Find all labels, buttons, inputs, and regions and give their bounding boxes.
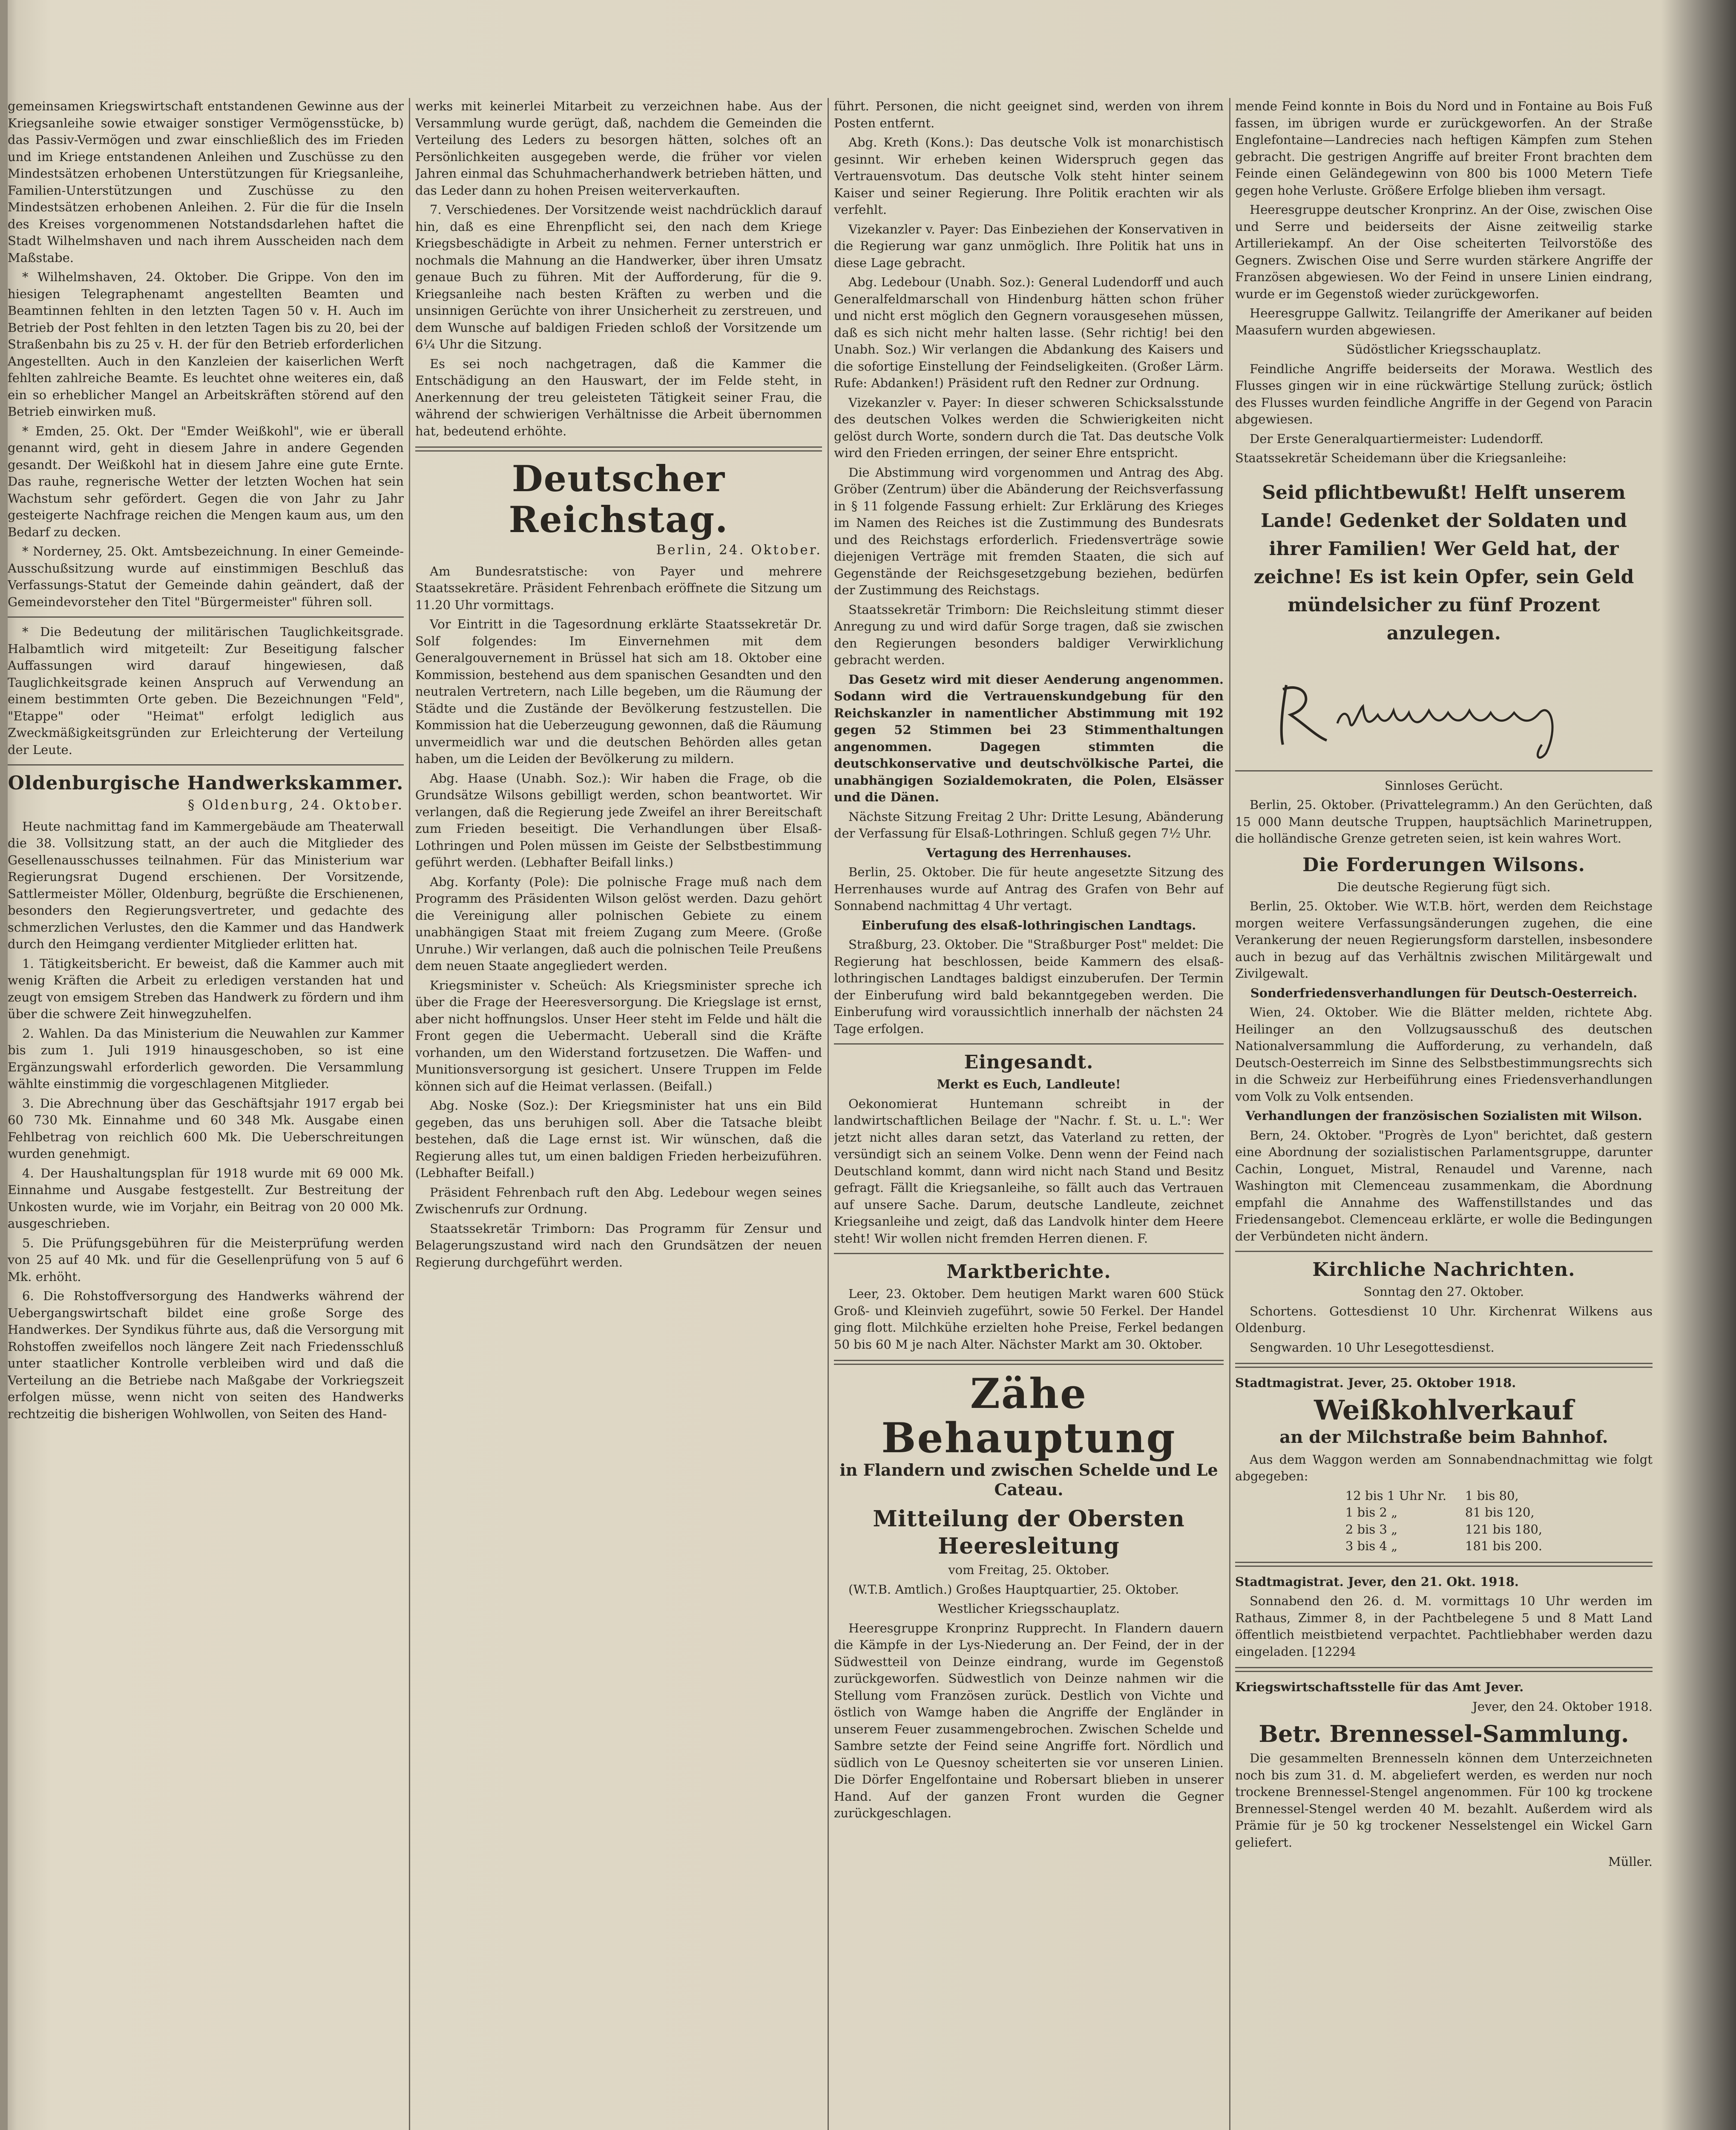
article-scheidemann: Staatssekretär Scheidemann über die Kriegsanleihe:: [1235, 451, 1567, 465]
signature-scheidemann-icon: [1235, 659, 1653, 762]
article-norderney: * Norderney, 25. Okt. Amtsbezeichnung. In einer Gemeinde-Ausschußsitzung wurde auf einstimmigen Beschluß das Verfassungs-Statut der Gemeinde dahin geändert, daß der Gemeindevorsteher den Titel "Bürgermeister" führen soll.: [8, 544, 404, 609]
article-emden-weisskohl: * Emden, 25. Okt. Der "Emder Weißkohl", wie er überall genannt wird, geht in diesem Jahre in andere Gegenden gesandt. Der Weißkohl hat in diesem Jahre eine gute Ernte. Das rauhe, regnerische Wetter der letzten Wochen hat sein Wachstum sehr gefördert. Gegen die von Jahr zu Jahr gesteigerte Nachfrage reichen die Mengen kaum aus, um den Bedarf zu decken.: [8, 423, 404, 539]
article-fehrenbach: Präsident Fehrenbach ruft den Abg. Ledebour wegen seines Zwischenrufs zur Ordnung.: [415, 1185, 822, 1216]
article-haushaltungsplan: 4. Der Haushaltungsplan für 1918 wurde mit 69 000 Mk. Einnahme und Ausgabe festgestellt. Zur Bestreitung der Unkosten wurde, wie im Vorjahr, ein Beitrag von 20 000 Mk. ausgeschrieben.: [8, 1166, 404, 1231]
article-verfassungsaenderungen: Berlin, 25. Oktober. Wie W.T.B. hört, werden dem Reichstage morgen weitere Verfassungsänderungen zugehen, die eine Verankerung der neuen Regierungsform darstellen, insbesondere auch in bezug auf das Verhältnis zwischen Militärgewalt und Zivilgewalt.: [1235, 899, 1653, 981]
article-trimborn-reichsleitung: Staatssekretär Trimborn: Die Reichsleitung stimmt dieser Anregung zu und wird dafür Sorge tragen, daß sie zwischen den Regierungen besonders baldiger Verwirklichung gebracht werden.: [834, 602, 1224, 667]
article-wahlen: 2. Wahlen. Da das Ministerium die Neuwahlen zur Kammer bis zum 1. Juli 1919 hinausgeschoben, so ist eine Ergänzungswahl erforderlich geworden. Die Versammlung wählte einstimmig die vorgeschlagenen Mitglieder.: [8, 1026, 404, 1091]
article-abstimmung: Die Abstimmung wird vorgenommen und Antrag des Abg. Gröber (Zentrum) über die Abänderung der Reichsverfassung in § 11 folgende Fassung erhielt: Zur Erklärung des Krieges im Namen des Reiches ist die Zustimmung des Bundesrats und des Reichstags erforderlich. Friedensverträge sowie diejenigen Verträge mit fremden Staaten, die sich auf Gegenstände der Reichsgesetzgebung beziehen, bedürfen der Zustimmung des Reichstags.: [834, 465, 1224, 597]
dateline-oldenburg: § Oldenburg, 24. Oktober.: [188, 797, 404, 813]
divider: [834, 1043, 1224, 1045]
ad-brennessel-header: Kriegswirtschaftsstelle für das Amt Jever.: [1235, 1680, 1524, 1694]
article-korfanty: Abg. Korfanty (Pole): Die polnische Frage muß nach dem Programm des Präsidenten Wilson gelöst werden. Dazu gehört die Vereinigung aller polnischen Gebiete zu einem unabhängigen Staat mit freiem Zugang zum Meere. (Große Unruhe.) Wir verlangen, daß auch die polnischen Teile Preußens dem neuen Staate angegliedert werden.: [415, 874, 822, 973]
signature-icon: [1235, 659, 1653, 762]
article-haase: Abg. Haase (Unabh. Soz.): Wir haben die Frage, ob die Grundsätze Wilsons gebilligt werden, schon beantwortet. Wir verlangen, daß die Regierung jede Zweifel an ihrer Bereitschaft zum Frieden beseitigt. Die Verhandlungen über Elsaß-Lothringen und Polen müssen im Geiste der Selbstbestimmung geführt werden. (Lebhafter Beifall links.): [415, 771, 822, 869]
article-bois-du-nord: mende Feind konnte in Bois du Nord und in Fontaine au Bois Fuß fassen, im übrigen wurde er zurückgeworfen. An der Straße Englefontaine—Landrecies nach heftigen Kämpfen zum Stehen gebracht. Die gestrigen Angriffe auf breiter Front brachten dem Feinde einen Geländegewinn von 800 bis 1000 Metern Tiefe gegen hohe Verluste. Größere Erfolge blieben ihm versagt.: [1235, 99, 1653, 198]
article-hauptquartier: (W.T.B. Amtlich.) Großes Hauptquartier, 25. Oktober.: [848, 1582, 1179, 1597]
dateline-wtb: vom Freitag, 25. Oktober.: [948, 1563, 1109, 1577]
article-kreth: Abg. Kreth (Kons.): Das deutsche Volk ist monarchistisch gesinnt. Wir erheben keinen Widerspruch gegen das Vertrauensvotum. Das deutsche Volk steht hinter seinem Kaiser und seiner Regierung. Ihre Politik erachten wir als verfehlt.: [834, 135, 1224, 217]
heading-suedoestlicher-kriegsschauplatz: Südöstlicher Kriegsschauplatz.: [1346, 342, 1541, 357]
ad-weisskohl-header: Stadtmagistrat. Jever, 25. Oktober 1918.: [1235, 1376, 1516, 1390]
article-huntemann: Oekonomierat Huntemann schreibt in der landwirtschaftlichen Beilage der "Nachr. f. St. u. L.": Wer jetzt nicht alles daran setzt, das Vaterland zu retten, der versündigt sich an seinem Volke. Denn wenn der Feind nach Deutschland kommt, dann wird nicht nach Stand und Besitz gefragt. Fällt die Kriegsanleihe, so fällt auch das Vertrauen auf unsere Sache. Darum, deutsche Landleute, zeichnet Kriegsanleihe und zeigt, daß das Landvolk hinter dem Heere steht! Wir wollen nicht fremden Herren dienen. F.: [834, 1096, 1224, 1246]
heading-handwerkskammer: Oldenburgische Handwerkskammer.: [8, 772, 404, 794]
article-rohstoffversorgung: 6. Die Rohstoffversorgung des Handwerks während der Uebergangswirtschaft bildet eine große Sorge des Handwerkes. Der Syndikus führte aus, daß die Versorgung mit Rohstoffen zweifellos noch längere Zeit nach Friedensschluß unter staatlicher Kontrolle verbleiben wird und daß die Verteilung an die Betriebe nach Maßgabe der Vorkriegszeit erfolgen müsse, wenn nicht von seiten des Handwerks rechtzeitig die bisherigen Wohlwollen, von Seiten des Hand-: [8, 1289, 404, 1421]
article-gallwitz: Heeresgruppe Gallwitz. Teilangriffe der Amerikaner auf beiden Maasufern wurden abgewiesen.: [1235, 306, 1653, 337]
subheading-flandern: in Flandern und zwischen Schelde und Le Cateau.: [839, 1460, 1218, 1499]
table-row: 12 bis 1 Uhr Nr. 1 bis 80,: [1345, 1488, 1519, 1503]
column-rule: [1229, 98, 1230, 2130]
table-row: 3 bis 4 „ 181 bis 200.: [1345, 1539, 1543, 1553]
article-kriegswirtschaft: gemeinsamen Kriegswirtschaft entstandenen Gewinne aus der Kriegsanleihe sowie etwaiger sonstiger Vermögensstücke, b) das Passiv-Vermögen und zwar einschließlich des im Frieden und im Kriege entstandenen Anleihen und Zuschüsse zu den Mindestsätzen erhobenen Unterstützungen für Kriegsanleihe, Familien-Unterstützungen und Zuschüsse zu den Mindestsätzen erhobenen Anleihen. 2. Für die für die Inseln des Kreises vorgenommenen Notstandsdarlehen haftet die Stadt Wilhelmshaven und nach ihrem Ausscheiden nach dem Maßstabe.: [8, 99, 404, 265]
article-payer-2: Vizekanzler v. Payer: In dieser schweren Schicksalsstunde des deutschen Volkes werden die Schwierigkeiten nicht gelöst durch Worte, sondern durch die Tat. Das deutsche Volk wird den Frieden erringen, der seiner Ehre entspricht.: [834, 395, 1224, 460]
dateline-berlin: Berlin, 24. Oktober.: [656, 542, 822, 558]
article-personen: führt. Personen, die nicht geeignet sind, werden von ihrem Posten entfernt.: [834, 99, 1224, 130]
article-taetigkeitsbericht: 1. Tätigkeitsbericht. Er beweist, daß die Kammer auch mit wenig Kräften die Arbeit zu erledigen verstanden hat und zeugt von emsigem Streben das Handwerk zu fördern und ihm über die schwere Zeit hinwegzuhelfen.: [8, 956, 404, 1021]
kirche-schortens: Schortens. Gottesdienst 10 Uhr. Kirchenrat Wilkens aus Oldenburg.: [1235, 1304, 1653, 1335]
divider: [1235, 770, 1653, 771]
article-morawa: Feindliche Angriffe beiderseits der Morawa. Westlich des Flusses gingen wir in eine rückwärtige Stellung zurück; östlich des Flusses wurden feindliche Angriffe in der Gegend von Paracin abgewiesen.: [1235, 361, 1653, 426]
column-rule: [828, 98, 829, 2130]
column-3: [834, 98, 1224, 2130]
heading-westlicher-kriegsschauplatz: Westlicher Kriegsschauplatz.: [937, 1601, 1120, 1616]
heading-marktberichte: Marktberichte.: [946, 1261, 1111, 1283]
article-geruecht: Berlin, 25. Oktober. (Privattelegramm.) An den Gerüchten, daß 15 000 Mann deutsche Truppen, hauptsächlich Marinetruppen, die holländische Grenze getreten seien, ist kein wahres Wort.: [1235, 797, 1653, 846]
article-scheuech: Kriegsminister v. Scheüch: Als Kriegsminister spreche ich über die Frage der Heeresversorgung. Die Kriegslage ist ernst, aber nicht hoffnungslos. Unser Heer steht im Felde und hält die Front gegen die Uebermacht. Ueberall sind die Kräfte vorhanden, um den Widerstand fortzusetzen. Die Waffen- und Munitionsversorgung ist gesichert. Unsere Truppen im Felde können sich auf die Heimat verlassen. (Beifall.): [415, 978, 822, 1094]
divider: [8, 764, 404, 766]
article-trimborn: Staatssekretär Trimborn: Das Programm für Zensur und Belagerungszustand wird nach den Grundsätzen der neuen Regierung durchgeführt werden.: [415, 1221, 822, 1269]
heading-sinnloses-geruecht: Sinnloses Gerücht.: [1384, 778, 1503, 793]
article-pruefungsgebuehren: 5. Die Prüfungsgebühren für die Meisterprüfung werden von 25 auf 40 Mk. und für die Gesellenprüfung von 5 auf 6 Mk. erhöht.: [8, 1235, 404, 1284]
ad-brennessel-date: Jever, den 24. Oktober 1918.: [1472, 1699, 1653, 1714]
article-abrechnung: 3. Die Abrechnung über das Geschäftsjahr 1917 ergab bei 60 730 Mk. Einnahme und 60 348 Mk. Ausgabe einen Fehlbetrag von reichlich 600 Mk. Die Ueberschreitungen wurden genehmigt.: [8, 1096, 404, 1161]
table-row: 1 bis 2 „ 81 bis 120,: [1345, 1505, 1535, 1520]
ad-brennessel-text: Die gesammelten Brennesseln können dem Unterzeichneten noch bis zum 31. d. M. abgeliefert werden, es werden nur noch trockene Brennessel-Stengel angenommen. Für 100 kg trockene Brennessel-Stengel werden 40 M. bezahlt. Außerdem wird als Prämie für je 50 kg trockener Nesselstengel ein Wickel Garn geliefert.: [1235, 1751, 1653, 1850]
heading-sonderfrieden: Sonderfriedensverhandlungen für Deutsch-Oesterreich.: [1250, 985, 1638, 1000]
heading-landtag: Einberufung des elsaß-lothringischen Landtags.: [861, 918, 1196, 933]
ad-brennessel-title: Betr. Brennessel-Sammlung.: [1259, 1720, 1629, 1747]
heading-zaehe-behauptung: Zähe Behauptung: [881, 1370, 1176, 1462]
article-vertrauenskundgebung: Das Gesetz wird mit dieser Aenderung angenommen. Sodann wird die Vertrauenskundgebung für den Reichskanzler in namentlicher Abstimmung mit 192 gegen 52 Stimmen bei 23 Stimmenthaltungen angenommen. Dagegen stimmten die deutschkonservative und deutschvölkische Partei, die unabhängigen Sozialdemokraten, die Polen, Elsässer und die Dänen.: [834, 672, 1224, 804]
heading-franzoesische-sozialisten: Verhandlungen der französischen Sozialisten mit Wilson.: [1245, 1108, 1642, 1123]
ad-weisskohl-title: Weißkohlverkauf: [1314, 1394, 1574, 1426]
article-handwerkskammer-intro: Heute nachmittag fand im Kammergebäude am Theaterwall die 38. Vollsitzung statt, an der auch die Mitglieder des Gesellenausschusses teilnahmen. Für das Ministerium war Regierungsrat Dugend erschienen. Der Vorsitzende, Sattlermeister Möller, Oldenburg, begrüßte die Erschienenen, besonders den Regierungsvertreter, und gedachte des schmerzlichen Verlustes, den die Kammer und das Handwerk durch den Heimgang verdienter Mitglieder erlitten hat.: [8, 819, 404, 951]
page-edge-left: [0, 0, 8, 2130]
divider-double: [1235, 1562, 1653, 1567]
divider-double: [415, 446, 822, 452]
ad-weisskohl-schedule: [1336, 1488, 1552, 1555]
article-ledebour: Abg. Ledebour (Unabh. Soz.): General Ludendorff und auch Generalfeldmarschall von Hindenburg hätten schon früher und nicht erst möglich den Gegnern vorausgesehen müssen, daß es sich nicht mehr halten lasse. (Sehr richtig! bei den Unabh. Soz.) Wir verlangen die Abdankung des Kaisers und die sofortige Einstellung der Feindseligkeiten. (Großer Lärm. Rufe: Abdanken!) Präsident ruft den Redner zur Ordnung.: [834, 275, 1224, 390]
article-wien: Wien, 24. Oktober. Wie die Blätter melden, richtete Abg. Heilinger an den Vollzugsausschuß des deutschen Nationalversammlung die Aufforderung, zu verhandeln, daß Deutsch-Oesterreich im Sinne des Selbstbestimmungsrechts sich in die Schweiz zur Herbeiführung eines Friedensverhandlungen vom Volk zu Volk entsenden.: [1235, 1005, 1653, 1104]
ad-weisskohl-text: Aus dem Waggon werden am Sonnabendnachmittag wie folgt abgegeben:: [1235, 1452, 1653, 1483]
ad-verpachtung-header: Stadtmagistrat. Jever, den 21. Okt. 1918.: [1235, 1574, 1519, 1589]
divider-double: [834, 1360, 1224, 1365]
heading-merkt-es-euch: Merkt es Euch, Landleute!: [937, 1077, 1121, 1091]
heading-reichstag: Deutscher Reichstag.: [509, 458, 729, 541]
article-leder: werks mit keinerlei Mitarbeit zu verzeichnen habe. Aus der Versammlung wurde gerügt, daß, nachdem die Gemeinden die Verteilung des Leders zu besorgen hätten, solches oft an Persönlichkeiten ausgegeben werde, die früher vor vielen Jahren einmal das Schuhmacherhandwerk betrieben hätten, und das Leder dann zu hohen Preisen weiterverkauften.: [415, 99, 822, 198]
article-leer-markt: Leer, 23. Oktober. Dem heutigen Markt waren 600 Stück Groß- und Kleinvieh zugeführt, sowie 50 Ferkel. Der Handel ging flott. Milchkühe erzielten hohe Preise, Ferkel bedangen 50 bis 60 M je nach Alter. Nächster Markt am 30. Oktober.: [834, 1287, 1224, 1352]
divider-double: [1235, 1667, 1653, 1672]
heading-forderungen-wilsons: Die Forderungen Wilsons.: [1302, 854, 1585, 876]
kirche-datum: Sonntag den 27. Oktober.: [1363, 1284, 1524, 1299]
article-tauglichkeitsgrade: * Die Bedeutung der militärischen Tauglichkeitsgrade. Halbamtlich wird mitgeteilt: Zur Beseitigung falscher Auffassungen wird darauf hingewiesen, daß Tauglichkeitsgrade keinen Anspruch auf Verwendung an einem bestimmten Orte geben. Die Bezeichnungen "Feld", "Etappe" oder "Heimat" erfolgt lediglich aus Zweckmäßigkeitsgründen zur Erleichterung der Verteilung der Leute.: [8, 625, 404, 757]
divider: [8, 616, 404, 618]
article-rupprecht: Heeresgruppe Kronprinz Rupprecht. In Flandern dauern die Kämpfe in der Lys-Niederung an. Der Feind, der in der Südwestteil von Deinze eindrang, wurde im Gegenstoß zurückgeworfen. Südwestlich von Deinze nahmen wir die Stellung vom Französen zurück. Destlich von Vichte und östlich von Wamge haben die Angriffe der Engländer in unserem Feuer zusammengebrochen. Zwischen Schelde und Sambre setzte der Feind seine Angriffe fort. Nördlich und südlich von Le Quesnoy scheiterten sie vor unseren Linien. Die Dörfer Engelfontaine und Robersart blieben in unserer Hand. Auf der ganzen Front wurden die Gegner zurückgeschlagen.: [834, 1621, 1224, 1820]
article-naechste-sitzung: Nächste Sitzung Freitag 2 Uhr: Dritte Lesung, Abänderung der Verfassung für Elsaß-Lothringen. Schluß gegen 7½ Uhr.: [834, 809, 1224, 840]
article-bundesratstisch: Am Bundesratstische: von Payer und mehrere Staatssekretäre. Präsident Fehrenbach eröffnete die Sitzung um 11.20 Uhr vormittags.: [415, 564, 822, 612]
column-4: [1235, 98, 1653, 2130]
heading-heeresleitung: Mitteilung der Obersten Heeresleitung: [873, 1506, 1185, 1559]
column-1: [8, 98, 404, 2130]
subheading-regierung: Die deutsche Regierung fügt sich.: [1337, 879, 1551, 894]
article-strassburg: Straßburg, 23. Oktober. Die "Straßburger Post" meldet: Die Regierung hat beschlossen, beide Kammern des elsaß-lothringischen Landtages baldigst einzuberufen. Der Termin der Einberufung wird bald bekanntgegeben werden. Die Einberufung wird voraussichtlich innerhalb der nächsten 24 Tage erfolgen.: [834, 937, 1224, 1036]
divider-double: [1235, 1363, 1653, 1368]
article-payer-1: Vizekanzler v. Payer: Das Einbeziehen der Konservativen in die Regierung war ganz unmöglich. Ihre Politik hat uns in diese Lage gebracht.: [834, 222, 1224, 270]
ad-verpachtung-text: Sonnabend den 26. d. M. vormittags 10 Uhr werden im Rathaus, Zimmer 8, in der Pachtbelegene 5 und 8 Matt Land öffentlich meistbietend verpachtet. Pachtliebhaber werden dazu eingeladen. [12294: [1235, 1594, 1653, 1659]
column-rule: [409, 98, 410, 2130]
table-row: 2 bis 3 „ 121 bis 180,: [1345, 1522, 1543, 1537]
article-noske: Abg. Noske (Soz.): Der Kriegsminister hat uns ein Bild gegeben, das uns beruhigen soll. Aber die Tatsache bleibt bestehen, daß die Lage ernst ist. Wir wünschen, daß die Regierung alles tut, um einen baldigen Frieden herbeizuführen. (Lebhafter Beifall.): [415, 1098, 822, 1180]
heading-kirchliche-nachrichten: Kirchliche Nachrichten.: [1312, 1259, 1575, 1281]
article-ludendorff: Der Erste Generalquartiermeister: Ludendorff.: [1250, 431, 1543, 446]
kirche-sengwarden: Sengwarden. 10 Uhr Lesegottesdienst.: [1250, 1340, 1495, 1355]
divider: [1235, 1251, 1653, 1252]
heading-eingesandt: Eingesandt.: [964, 1051, 1094, 1073]
article-bern: Bern, 24. Oktober. "Progrès de Lyon" berichtet, daß gestern eine Abordnung der sozialistischen Parlamentsgruppe, darunter Cachin, Longuet, Mistral, Renaudel und Varenne, nach Washington mit Clemenceau zusammenkam, die Abordnung empfahl die Annahme des Waffenstillstandes und das Friedensangebot. Clemenceau erklärte, er wolle die Bedingungen der Verbündeten nicht ändern.: [1235, 1128, 1653, 1243]
heading-vertagung: Vertagung des Herrenhauses.: [926, 845, 1132, 860]
column-2: [415, 98, 822, 2130]
article-verschiedenes: 7. Verschiedenes. Der Vorsitzende weist nachdrücklich darauf hin, daß es eine Ehrenpflicht sei, den nach dem Kriege Kriegsbeschädigte in Arbeit zu nehmen. Ferner unterstrich er nochmals die Mahnung an die Handwerker, über ihren Umsatz genaue Buch zu führen. Mit der Aufforderung, für die 9. Kriegsanleihe nach besten Kräften zu werben und die unsinnigen Gerüchte von ihrer Unsicherheit zu zerstreuen, und dem Wunsche auf baldigen Frieden schloß der Vorsitzende um 6¼ Uhr die Sitzung.: [415, 202, 822, 351]
divider: [834, 1253, 1224, 1254]
article-wilhelmshaven-grippe: * Wilhelmshaven, 24. Oktober. Die Grippe. Von den im hiesigen Telegraphenamt angestellten Beamten und Beamtinnen fehlten in den letzten Tagen 50 v. H. Auch im Betrieb der Post fehlten in den letzten Tagen bis zu 20, bei der Straßenbahn bis zu 25 v. H. der für den Betrieb erforderlichen Angestellten. Auch in den Kanzleien der kaiserlichen Werft fehlten zahlreiche Beamte. Es leuchtet ohne weiteres ein, daß ein so erheblicher Mangel an Arbeitskräften störend auf den Betrieb einwirken muß.: [8, 270, 404, 419]
article-solf: Vor Eintritt in die Tagesordnung erklärte Staatssekretär Dr. Solf folgendes: Im Einvernehmen mit dem Generalgouvernement in Brüssel hat sich am 18. Oktober eine Kommission, bestehend aus dem spanischen Gesandten und den neutralen Vertretern, nach Lille begeben, um die Räumung der Städte und die Zustände der Bevölkerung festzustellen. Die Kommission hat die Ueberzeugung gewonnen, daß die Räumung unvermeidlich war und die deutschen Behörden alles getan haben, um die Leiden der Bevölkerung zu mildern.: [415, 617, 822, 766]
article-nachtrag: Es sei noch nachgetragen, daß die Kammer die Entschädigung an den Hauswart, der im Felde steht, in Anerkennung der treu geleisteten Tätigkeit seiner Frau, die während der schwierigen Verhältnisse die Arbeit übernommen hat, bedeutend erhöhte.: [415, 356, 822, 438]
appeal-kriegsanleihe: Seid pflichtbewußt! Helft unserem Lande! Gedenket der Soldaten und ihrer Familien! Wer Geld hat, der zeichne! Es ist kein Opfer, sein Geld mündelsicher zu fünf Prozent anzulegen.: [1253, 481, 1634, 644]
article-herrenhaus: Berlin, 25. Oktober. Die für heute angesetzte Sitzung des Herrenhauses wurde auf Antrag des Grafen von Behr auf Sonnabend nachmittag 4 Uhr vertagt.: [834, 865, 1224, 913]
article-kronprinz: Heeresgruppe deutscher Kronprinz. An der Oise, zwischen Oise und Serre und beiderseits der Aisne zeitweilig starke Artilleriekampf. An der Oise scheiterten Teilvorstöße des Gegners. Zwischen Oise und Serre wurden stärkere Angriffe der Französen abgewiesen. Wo der Feind in unsere Linien eindrang, wurde er im Gegenstoß wieder zurückgeworfen.: [1235, 202, 1653, 301]
ad-brennessel-signature: Müller.: [1608, 1854, 1653, 1869]
ad-weisskohl-subtitle: an der Milchstraße beim Bahnhof.: [1279, 1427, 1608, 1447]
